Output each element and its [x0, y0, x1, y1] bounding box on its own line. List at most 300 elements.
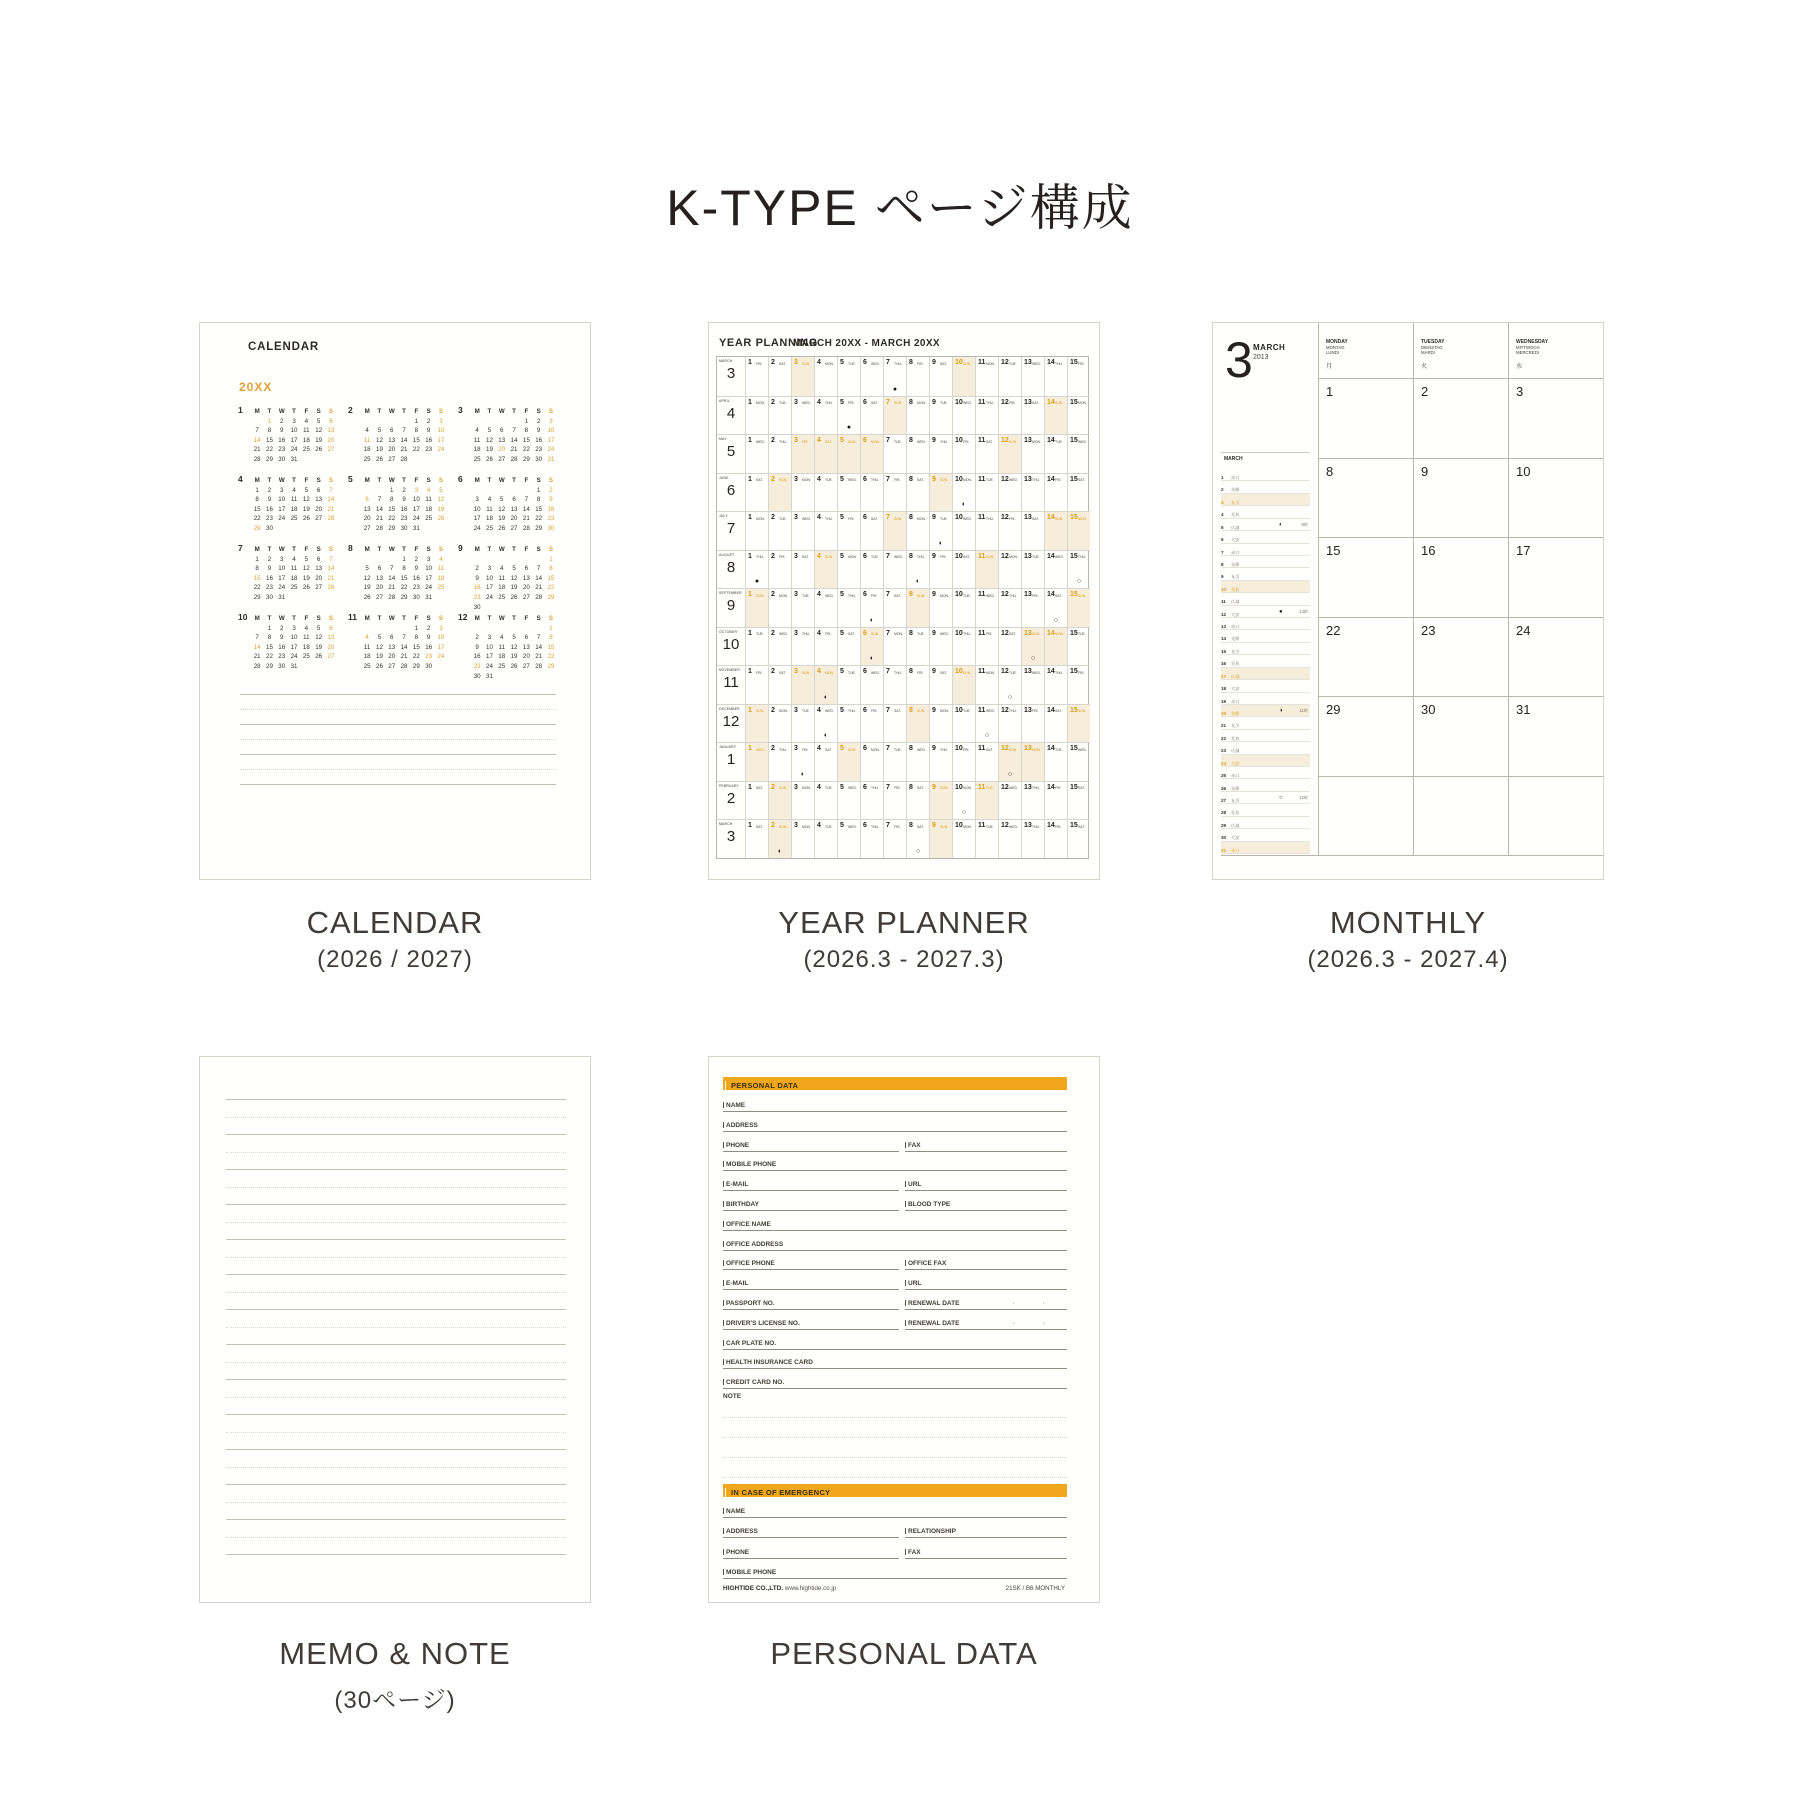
monthly-caption: MONTHLY: [1329, 905, 1487, 940]
memo-line: [226, 1222, 566, 1223]
sidebar-day-row: [1221, 693, 1310, 705]
planner-day-cell: [952, 512, 975, 550]
weekday-letter: F: [524, 615, 529, 622]
monthly-row-line: [1318, 458, 1603, 459]
planner-day-cell: [791, 628, 814, 666]
weekday-letter: S: [328, 615, 333, 622]
day-number: 25: [498, 593, 506, 601]
weekday-letter: T: [512, 408, 516, 415]
day-number: 19: [376, 653, 383, 661]
day-number: 17: [425, 574, 433, 582]
weekday-letter: T: [267, 546, 272, 553]
planner-day-cell: [998, 820, 1021, 858]
planner-day-cell: [975, 474, 998, 512]
planner-day-cell: [1021, 435, 1044, 473]
planner-day-number: 15: [1070, 591, 1078, 599]
planner-day-cell: [998, 357, 1021, 396]
planner-day-cell: [975, 666, 998, 704]
planner-day-cell: [1044, 666, 1067, 704]
form-field: [723, 1199, 899, 1211]
mini-month-week: [458, 502, 560, 512]
sidebar-day-number: 14: [1221, 636, 1227, 642]
moon-phase-icon: ○: [1007, 770, 1013, 778]
planner-day-number: 7: [886, 398, 890, 406]
weekday-letter: F: [304, 615, 309, 622]
field-row: [723, 1506, 1067, 1518]
mini-month-week: [348, 433, 450, 443]
field-label: FAX: [905, 1549, 921, 1556]
day-number: 18: [290, 574, 298, 582]
weekday-letter: S: [316, 546, 321, 553]
planner-day-weekday: FRI.: [986, 632, 993, 637]
planner-day-cell: [814, 666, 837, 704]
weekday-letter: S: [328, 477, 333, 484]
day-number: 20: [388, 653, 396, 661]
planner-day-cell: [745, 435, 768, 473]
planner-month-number: 11: [723, 674, 739, 692]
day-number: 10: [278, 565, 286, 573]
planner-day-cell: [814, 551, 837, 589]
weekday-letter: S: [328, 546, 333, 553]
planner-day-weekday: THU.: [986, 401, 994, 406]
moon-phase-icon: ◐: [869, 616, 875, 624]
planner-day-number: 7: [886, 745, 890, 753]
mini-month-week: [238, 621, 340, 631]
mini-month-week: [238, 483, 340, 493]
day-number: 11: [303, 634, 310, 642]
monthly-row-line: [1318, 696, 1603, 697]
planner-day-number: 11: [978, 629, 986, 637]
planner-day-number: 7: [886, 514, 890, 522]
planner-day-weekday: MON.: [779, 593, 788, 598]
day-number: 14: [510, 436, 518, 444]
planner-day-weekday: THU.: [871, 824, 879, 829]
year-planner-grid: [716, 356, 1089, 859]
planner-day-number: 9: [932, 475, 936, 483]
memo-line: [226, 1134, 566, 1135]
day-number: 25: [498, 662, 506, 670]
monthly-row-line: [1318, 617, 1603, 618]
day-number: 28: [376, 524, 383, 532]
planner-day-number: 10: [955, 514, 963, 522]
day-number: 13: [315, 565, 323, 573]
planner-day-cell: [952, 820, 975, 858]
planner-day-cell: [814, 705, 837, 743]
monthly-sidebar-label: MARCH: [1224, 456, 1243, 462]
planner-day-weekday: SAT.: [825, 439, 832, 444]
planner-day-number: 9: [932, 359, 936, 366]
form-field: [723, 1318, 899, 1330]
planner-day-weekday: FRI.: [1078, 670, 1085, 675]
planner-day-number: 7: [886, 359, 890, 366]
planner-month-row: [717, 357, 1090, 396]
planner-day-weekday: FRI.: [779, 555, 786, 560]
weekday-letter: M: [364, 477, 370, 484]
planner-day-cell: [745, 551, 768, 589]
day-number: 15: [266, 436, 273, 444]
day-number: 18: [363, 446, 371, 454]
planner-day-weekday: SUN.: [940, 824, 949, 829]
planner-day-number: 6: [863, 437, 867, 445]
sidebar-day-row: [1221, 593, 1310, 605]
planner-day-weekday: THU.: [871, 786, 879, 791]
day-number: 6: [316, 555, 321, 563]
weekday-letter: S: [426, 546, 431, 553]
day-number: 4: [304, 624, 309, 632]
form-field: [723, 1258, 899, 1270]
day-number: 14: [253, 436, 261, 444]
weekday-letter: M: [474, 408, 480, 415]
sidebar-rokuyo: 赤口: [1231, 624, 1240, 630]
planner-day-number: 7: [886, 591, 890, 599]
planner-day-weekday: SAT.: [802, 555, 809, 560]
day-number: 4: [500, 634, 504, 642]
day-number: 10: [473, 505, 481, 513]
day-number: 3: [280, 555, 284, 563]
planner-day-weekday: SAT.: [917, 478, 924, 483]
planner-day-cell: [952, 705, 975, 743]
day-number: 16: [547, 505, 555, 513]
planner-day-cell: [929, 743, 952, 781]
calendar-memo-line: [240, 754, 556, 755]
planner-day-number: 15: [1070, 745, 1078, 753]
day-number: 13: [388, 436, 396, 444]
planner-day-weekday: SAT.: [963, 555, 970, 560]
field-label: PHONE: [723, 1142, 749, 1149]
day-number: 2: [280, 624, 284, 632]
planner-day-weekday: WED.: [894, 555, 903, 560]
planner-day-number: 3: [794, 629, 798, 637]
emergency-section-bar: [723, 1484, 1067, 1497]
day-number: 25: [302, 653, 310, 661]
weekday-letter: S: [426, 615, 431, 622]
field-label: RENEWAL DATE: [905, 1300, 959, 1307]
planner-day-number: 8: [909, 398, 913, 406]
planner-day-weekday: MON.: [802, 824, 811, 829]
planner-day-number: 7: [886, 668, 890, 676]
planner-day-weekday: SUN.: [802, 670, 811, 675]
day-number: 15: [266, 643, 273, 651]
planner-day-cell: [1067, 397, 1090, 435]
mini-month-week: [458, 452, 560, 462]
planner-day-number: 1: [748, 783, 752, 791]
weekday-letter: F: [304, 477, 309, 484]
planner-day-cell: [998, 743, 1021, 781]
weekday-letter: M: [254, 477, 260, 484]
year-planner-caption-sub: (2026.3 - 2027.3): [803, 946, 1005, 973]
mini-month: [238, 404, 340, 462]
mini-month-week: [348, 590, 450, 600]
weekday-letter: S: [536, 546, 541, 553]
planner-day-cell: [791, 705, 814, 743]
weekday-letter: S: [328, 408, 333, 415]
day-number: 1: [255, 486, 259, 494]
planner-day-cell: [1044, 397, 1067, 435]
form-field: [723, 1120, 1067, 1132]
planner-day-weekday: MON.: [1078, 401, 1087, 406]
mini-month-week: [348, 442, 450, 452]
date-separator-dot: ·: [1012, 1300, 1015, 1307]
day-number: 20: [498, 446, 506, 454]
planner-day-weekday: SAT.: [1078, 824, 1085, 829]
day-number: 1: [390, 486, 394, 494]
planner-day-cell: [906, 705, 929, 743]
weekday-letter: S: [426, 477, 431, 484]
memo-line: [226, 1537, 566, 1538]
planner-day-weekday: SUN.: [871, 632, 880, 637]
day-number: 10: [278, 496, 286, 504]
mini-month-header: [348, 473, 450, 483]
planner-day-number: 7: [886, 437, 890, 445]
mini-month: [238, 611, 340, 669]
planner-day-weekday: SUN.: [825, 555, 834, 560]
planner-day-number: 14: [1047, 514, 1055, 522]
form-field: [723, 1298, 899, 1310]
planner-day-number: 11: [978, 745, 986, 753]
planner-day-weekday: FRI.: [1055, 786, 1062, 791]
planner-day-number: 3: [794, 475, 798, 483]
sidebar-day-row: [1221, 618, 1310, 630]
day-number: 24: [473, 524, 481, 532]
planner-day-weekday: SAT.: [986, 747, 993, 752]
planner-day-number: 15: [1070, 514, 1078, 522]
planner-day-number: 14: [1047, 552, 1055, 560]
planner-day-weekday: FRI.: [894, 786, 901, 791]
day-number: 6: [500, 427, 504, 435]
planner-day-cell: [1044, 743, 1067, 781]
planner-day-weekday: TUE.: [848, 670, 856, 675]
planner-day-cell: [837, 397, 860, 435]
planner-day-cell: [837, 666, 860, 704]
mini-month-week: [238, 552, 340, 562]
planner-day-cell: [860, 782, 883, 820]
mini-month-header: [348, 404, 450, 414]
planner-day-cell: [860, 435, 883, 473]
planner-day-number: 9: [932, 745, 936, 753]
form-field: [723, 1278, 899, 1290]
mini-month-number: 1: [238, 405, 243, 415]
field-label: NAME: [723, 1508, 745, 1515]
weekday-letter: T: [377, 615, 382, 622]
field-label: ADDRESS: [723, 1122, 758, 1129]
planner-day-cell: [952, 551, 975, 589]
planner-day-number: 11: [978, 706, 986, 714]
planner-day-number: 15: [1070, 475, 1078, 483]
planner-day-number: 6: [863, 668, 867, 676]
planner-day-weekday: TUE.: [894, 439, 902, 444]
moon-phase-icon: ○: [961, 809, 967, 817]
day-number: 15: [535, 505, 543, 513]
day-number: 22: [412, 446, 420, 454]
planner-day-weekday: TUE.: [825, 786, 833, 791]
planner-day-weekday: WED.: [848, 824, 857, 829]
planner-day-cell: [1044, 820, 1067, 858]
form-field: [723, 1179, 899, 1191]
day-number: 7: [329, 486, 333, 494]
planner-day-cell: [906, 743, 929, 781]
monthly-date: 10: [1516, 463, 1531, 479]
planner-day-weekday: TUE.: [1009, 361, 1017, 366]
planner-day-number: 2: [771, 437, 775, 445]
sidebar-day-row: [1221, 630, 1310, 642]
planner-day-number: 3: [794, 398, 798, 406]
day-number: 20: [522, 584, 530, 592]
day-number: 18: [437, 574, 445, 582]
day-number: 16: [278, 436, 286, 444]
calendar-memo-line: [240, 694, 556, 695]
mini-month: [458, 611, 560, 678]
planner-day-cell: [1044, 474, 1067, 512]
sidebar-rokuyo: 大安: [1231, 611, 1240, 617]
planner-day-weekday: MON.: [940, 593, 949, 598]
day-number: 3: [292, 624, 296, 632]
planner-day-cell: [814, 435, 837, 473]
mini-month-number: 10: [238, 612, 248, 622]
planner-month-cell: [717, 743, 745, 781]
day-number: 2: [475, 634, 479, 642]
planner-day-number: 4: [817, 437, 821, 445]
planner-day-number: 15: [1070, 822, 1078, 830]
day-number: 9: [280, 427, 284, 435]
planner-day-weekday: MON.: [1032, 747, 1041, 752]
field-row: [723, 1140, 1067, 1152]
planner-day-number: 14: [1047, 629, 1055, 637]
planner-day-cell: [952, 397, 975, 435]
planner-day-number: 5: [840, 398, 844, 406]
weekday-letter: M: [364, 408, 370, 415]
planner-day-number: 9: [932, 514, 936, 522]
memo-line: [226, 1344, 566, 1345]
day-number: 25: [486, 524, 493, 532]
sidebar-rokuyo: 友引: [1231, 797, 1240, 803]
sidebar-rokuyo: 先勝: [1231, 561, 1240, 567]
planner-day-number: 10: [955, 359, 963, 366]
planner-day-cell: [1021, 705, 1044, 743]
planner-day-weekday: MON.: [1009, 555, 1018, 560]
emergency-section-title: IN CASE OF EMERGENCY: [725, 1488, 830, 1497]
day-number: 1: [267, 624, 272, 632]
monthly-date: 1: [1326, 384, 1334, 399]
day-number: 13: [327, 427, 335, 435]
planner-day-cell: [791, 551, 814, 589]
day-number: 6: [524, 634, 529, 642]
planner-day-number: 4: [817, 359, 821, 366]
day-number: 23: [425, 446, 433, 454]
day-number: 4: [292, 486, 296, 494]
planner-day-number: 12: [1001, 629, 1009, 637]
sidebar-rokuyo: 友引: [1231, 499, 1240, 505]
planner-day-number: 4: [817, 706, 821, 714]
planner-day-number: 6: [863, 359, 867, 366]
mini-month-week: [458, 433, 560, 443]
day-number: 1: [536, 486, 541, 494]
planner-day-cell: [860, 743, 883, 781]
planner-day-weekday: THU.: [779, 747, 787, 752]
day-number: 11: [486, 505, 493, 513]
monthly-date: 23: [1421, 622, 1436, 638]
day-number: 11: [498, 574, 505, 582]
calendar-memo-line: [240, 739, 556, 740]
day-number: 30: [412, 593, 420, 601]
day-number: 30: [547, 524, 555, 532]
monthly-row-line: [1318, 776, 1603, 777]
day-number: 5: [365, 565, 369, 573]
planner-day-cell: [883, 357, 906, 396]
moon-phase-icon: ◐: [823, 693, 829, 701]
day-number: 16: [425, 643, 433, 651]
planner-day-weekday: MON.: [917, 516, 926, 521]
monthly-date: 31: [1516, 702, 1531, 717]
day-number: 8: [267, 634, 272, 642]
planner-day-number: 11: [978, 822, 986, 830]
form-field: [723, 1159, 1067, 1171]
weekday-letter: W: [498, 615, 505, 622]
day-number: 19: [315, 436, 323, 444]
day-number: 21: [510, 446, 518, 454]
planner-day-number: 15: [1070, 783, 1078, 791]
planner-day-number: 13: [1024, 475, 1032, 483]
day-number: 10: [290, 634, 298, 642]
planner-day-cell: [1067, 474, 1090, 512]
planner-month-number: 12: [722, 712, 740, 730]
day-number: 18: [498, 653, 506, 661]
memo-line: [226, 1309, 566, 1310]
mini-month-header: [238, 542, 340, 552]
day-number: 15: [522, 436, 530, 444]
day-number: 16: [473, 584, 481, 592]
day-number: 14: [535, 643, 543, 651]
field-row: [723, 1318, 1067, 1330]
day-number: 8: [402, 565, 406, 573]
planner-day-number: 8: [909, 822, 913, 830]
planner-day-number: 5: [840, 783, 844, 791]
planner-day-weekday: SUN.: [756, 709, 765, 714]
planner-day-weekday: SUN.: [940, 786, 949, 791]
planner-day-cell: [791, 397, 814, 435]
planner-day-cell: [929, 551, 952, 589]
planner-day-cell: [975, 705, 998, 743]
sidebar-day-number: 19: [1221, 698, 1227, 704]
planner-day-number: 2: [771, 475, 775, 483]
planner-day-number: 2: [771, 398, 775, 406]
planner-day-number: 5: [840, 629, 844, 637]
planner-day-cell: [814, 628, 837, 666]
planner-day-number: 13: [1024, 668, 1032, 676]
day-number: 24: [290, 653, 298, 661]
day-number: 28: [327, 584, 335, 592]
planner-day-cell: [1067, 512, 1090, 550]
day-number: 28: [400, 662, 408, 670]
planner-day-number: 12: [1001, 398, 1009, 406]
planner-day-number: 11: [978, 783, 986, 791]
planner-day-number: 1: [748, 437, 752, 445]
day-number: 19: [486, 446, 493, 454]
planner-day-number: 8: [909, 745, 913, 753]
planner-day-weekday: WED.: [986, 593, 995, 598]
planner-day-weekday: SUN.: [779, 824, 788, 829]
day-number: 29: [266, 662, 273, 670]
planner-day-weekday: THU.: [917, 555, 925, 560]
planner-day-weekday: THU.: [825, 516, 833, 521]
form-field: [905, 1140, 1067, 1152]
planner-day-number: 15: [1070, 629, 1078, 637]
day-number: 2: [549, 486, 553, 494]
form-field: [905, 1278, 1067, 1290]
sidebar-rokuyo: 大安: [1231, 760, 1240, 766]
planner-day-weekday: MON.: [871, 747, 880, 752]
form-field: [905, 1258, 1067, 1270]
day-number: 1: [414, 624, 419, 632]
